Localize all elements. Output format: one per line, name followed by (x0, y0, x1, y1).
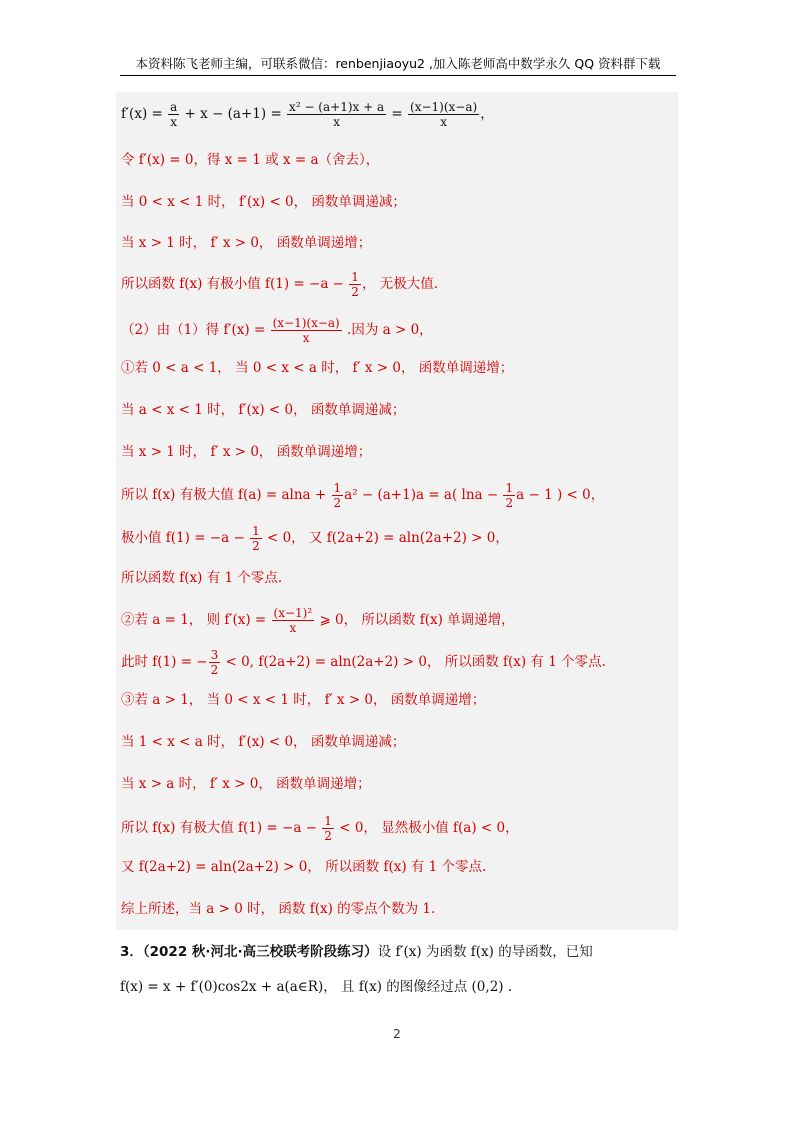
page-header: 本资料陈飞老师主编，可联系微信：renbenjiaoyu2 ,加入陈老师高中数学永久 QQ 资料群下载 (120, 54, 676, 76)
page-number: 2 (393, 1027, 401, 1041)
solution-box (116, 92, 678, 930)
solution-line: ①若 0 < a < 1， 当 0 < x < a 时， f′ x > 0， 函数单调递增； (121, 360, 514, 376)
solution-line: （2）由（1）得 f′(x) = $\frac{(x-1)(x-a)}{x}$ .因为 a > 0， (121, 316, 433, 345)
solution-line: 当 x > a 时， f′ x > 0， 函数单调递增； (121, 776, 371, 792)
solution-line: 当 x > 1 时， f′ x > 0， 函数单调递增； (121, 444, 372, 460)
solution-line: ③若 a > 1， 当 0 < x < 1 时， f′ x > 0， 函数单调递增； (121, 692, 486, 708)
question-3-line-2: f(x) = x + f′(0)cos2x + a(a∈R)， 且 f(x) 的图像经过点 (0,2) . (120, 979, 513, 995)
solution-line: 当 x > 1 时， f′ x > 0， 函数单调递增； (121, 235, 372, 251)
solution-line: 此时 f(1) = − $\frac{3}{2}$ < 0, f(2a+2) = aln(2a+2) > 0， 所以函数 f(x) 有 1 个零点. (121, 648, 606, 677)
solution-line: 所以 f(x) 有极大值 f(a) = alna + $\frac{1}{2}$ a² − (a+1)a = a( lna − $\frac{1}{2}$ a − 1 ) < 0， (121, 481, 605, 510)
solution-line: 综上所述，当 a > 0 时， 函数 f(x) 的零点个数为 1. (121, 901, 436, 917)
solution-line: 极小值 f(1) = −a − $\frac{1}{2}$ < 0， 又 f(2a+2) = aln(2a+2) > 0， (121, 524, 509, 553)
solution-line: 当 a < x < 1 时， f′(x) < 0， 函数单调递减； (121, 402, 406, 418)
solution-line: 所以函数 f(x) 有极小值 f(1) = −a − $\frac{1}{2}$ ， 无极大值. (121, 270, 439, 299)
solution-line: 令 f′(x) = 0，得 x = 1 或 x = a（舍去）， (121, 152, 380, 168)
question-3-label: 3．（2022 秋·河北·高三校联考阶段练习） (120, 944, 378, 960)
solution-line: 当 1 < x < a 时， f′(x) < 0， 函数单调递减； (121, 734, 406, 750)
solution-line: ②若 a = 1， 则 f′(x) = $\frac{\text{(x−1)²}}{x}$ ⩾ 0， 所以函数 f(x) 单调递增， (121, 606, 515, 635)
solution-line: 又 f(2a+2) = aln(2a+2) > 0， 所以函数 f(x) 有 1 个零点. (121, 859, 487, 875)
question-3-line-1: 3．（2022 秋·河北·高三校联考阶段练习）设 f′(x) 为函数 f(x) 的导函数，已知 (120, 944, 593, 960)
solution-line: 当 0 < x < 1 时， f′(x) < 0， 函数单调递减； (121, 194, 406, 210)
derivative-line: f′(x) = $\frac{a}{x}$ + x − (a+1) = $\frac{\text{x² − (a+1)x + a}}{x}$ = $\frac{(x-1)(x-a)}{x}$ ， (121, 100, 494, 129)
solution-line: 所以函数 f(x) 有 1 个零点. (121, 570, 283, 586)
solution-line: 所以 f(x) 有极大值 f(1) = −a − $\frac{1}{2}$ < 0， 显然极小值 f(a) < 0， (121, 814, 519, 843)
